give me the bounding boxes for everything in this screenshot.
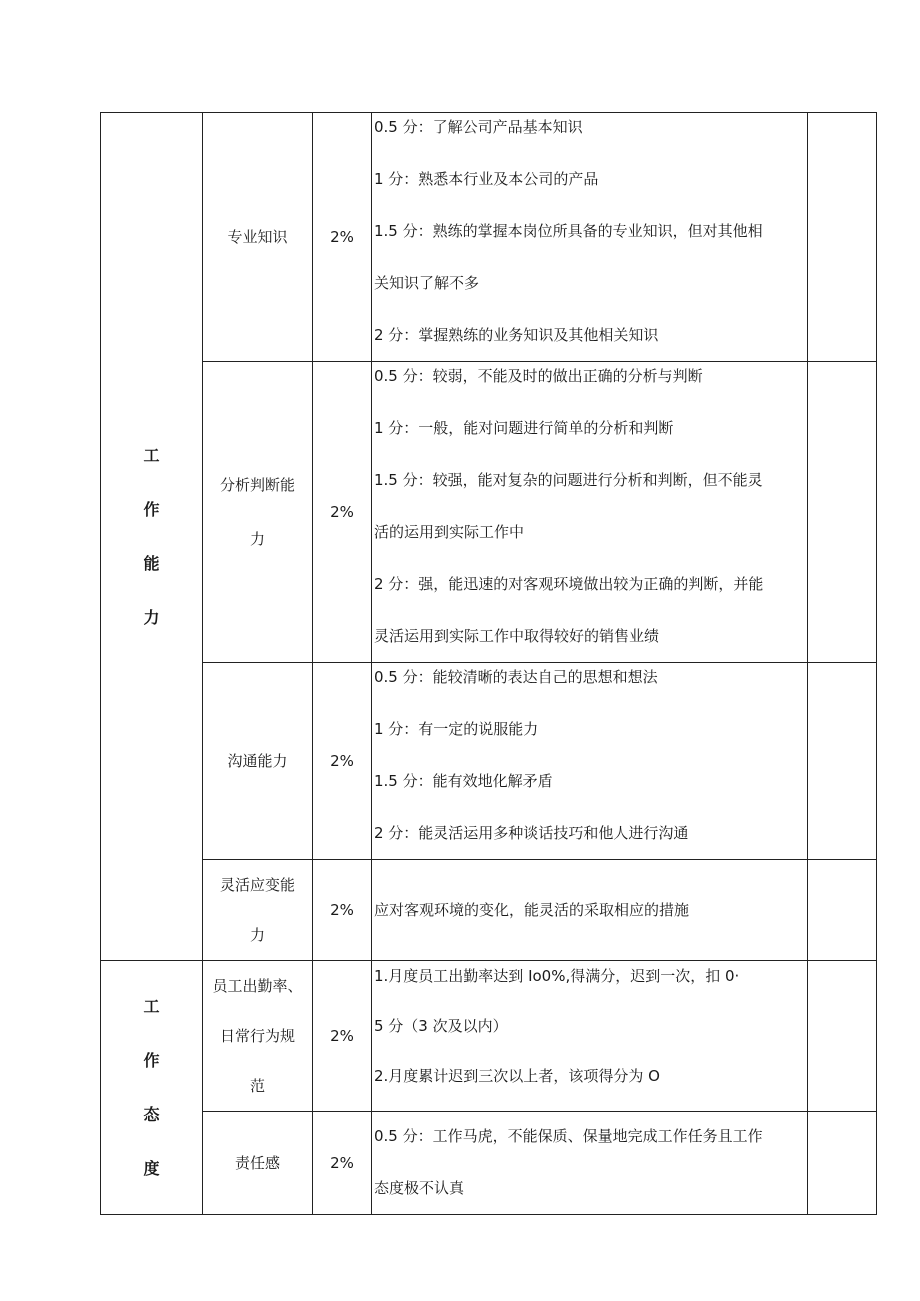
score-cell (808, 663, 877, 860)
criteria-line: 0.5 分：能较清晰的表达自己的思想和想法 (374, 668, 658, 686)
item-name: 专业知识 (227, 228, 288, 246)
score-cell (808, 1112, 877, 1215)
category-char: 力 (143, 607, 160, 627)
table-row (101, 1112, 877, 1215)
criteria-line: 2 分：强，能迅速的对客观环境做出较为正确的判断，并能 (374, 575, 764, 593)
table-row (101, 860, 877, 961)
weight-cell: 2% (313, 663, 372, 860)
category-char: 作 (143, 499, 160, 519)
weight-cell: 2% (313, 860, 372, 961)
criteria-line: 1 分：一般，能对问题进行简单的分析和判断 (374, 419, 674, 437)
criteria-line: 5 分（3 次及以内） (374, 1017, 508, 1035)
category-cell-work-attitude (101, 961, 203, 1215)
criteria-cell (372, 362, 808, 663)
weight-cell: 2% (313, 961, 372, 1112)
category-char: 能 (143, 553, 160, 573)
criteria-cell (372, 113, 808, 362)
criteria-line: 1.5 分：能有效地化解矛盾 (374, 772, 553, 790)
item-name-cell (203, 362, 313, 663)
criteria-line: 0.5 分：了解公司产品基本知识 (374, 118, 583, 136)
criteria-line: 0.5 分：较弱，不能及时的做出正确的分析与判断 (374, 367, 703, 385)
score-cell (808, 113, 877, 362)
criteria-line: 1.月度员工出勤率达到 Io0%,得满分，迟到一次，扣 0· (374, 967, 740, 985)
score-cell (808, 961, 877, 1112)
item-name: 分析判断能 (219, 476, 295, 494)
item-name: 员工出勤率、 (212, 977, 303, 995)
item-name: 力 (249, 926, 265, 944)
item-name: 灵活应变能 (219, 876, 295, 894)
criteria-line: 灵活运用到实际工作中取得较好的销售业绩 (374, 627, 660, 645)
item-name: 沟通能力 (227, 752, 288, 770)
criteria-line: 1 分：有一定的说服能力 (374, 720, 539, 738)
weight-cell: 2% (313, 113, 372, 362)
item-name: 力 (249, 530, 265, 548)
weight-cell: 2% (313, 1112, 372, 1215)
criteria-line: 态度极不认真 (374, 1179, 465, 1197)
criteria-cell (372, 860, 808, 961)
table-row (101, 663, 877, 860)
item-name: 日常行为规 (219, 1027, 295, 1045)
item-name: 范 (249, 1077, 265, 1095)
criteria-line: 2 分：掌握熟练的业务知识及其他相关知识 (374, 326, 659, 344)
criteria-line: 1.5 分：较强，能对复杂的问题进行分析和判断，但不能灵 (374, 471, 763, 489)
score-cell (808, 362, 877, 663)
item-name-cell (203, 663, 313, 860)
item-name-cell (203, 113, 313, 362)
category-char: 度 (143, 1158, 160, 1178)
criteria-line: 活的运用到实际工作中 (374, 523, 525, 541)
criteria-line: 2.月度累计迟到三次以上者，该项得分为 O (374, 1067, 660, 1085)
item-name-cell (203, 961, 313, 1112)
score-cell (808, 860, 877, 961)
criteria-line: 关知识了解不多 (374, 274, 480, 292)
item-name-cell (203, 1112, 313, 1215)
criteria-line: 应对客观环境的变化，能灵活的采取相应的措施 (374, 901, 690, 919)
criteria-cell (372, 961, 808, 1112)
category-char: 作 (143, 1050, 160, 1070)
criteria-line: 1.5 分：熟练的掌握本岗位所具备的专业知识，但对其他相 (374, 222, 763, 240)
category-char: 工 (143, 996, 160, 1016)
criteria-cell (372, 663, 808, 860)
criteria-line: 0.5 分：工作马虎，不能保质、保量地完成工作任务且工作 (374, 1127, 763, 1145)
weight-cell: 2% (313, 362, 372, 663)
table-row (101, 961, 877, 1112)
criteria-cell (372, 1112, 808, 1215)
criteria-line: 2 分：能灵活运用多种谈话技巧和他人进行沟通 (374, 824, 689, 842)
criteria-line: 1 分：熟悉本行业及本公司的产品 (374, 170, 599, 188)
category-cell-work-ability (101, 113, 203, 961)
category-char: 工 (143, 445, 160, 465)
category-char: 态 (143, 1104, 160, 1124)
item-name: 责任感 (234, 1154, 280, 1172)
table-row (101, 113, 877, 362)
evaluation-table (100, 112, 877, 1215)
item-name-cell (203, 860, 313, 961)
table-row (101, 362, 877, 663)
